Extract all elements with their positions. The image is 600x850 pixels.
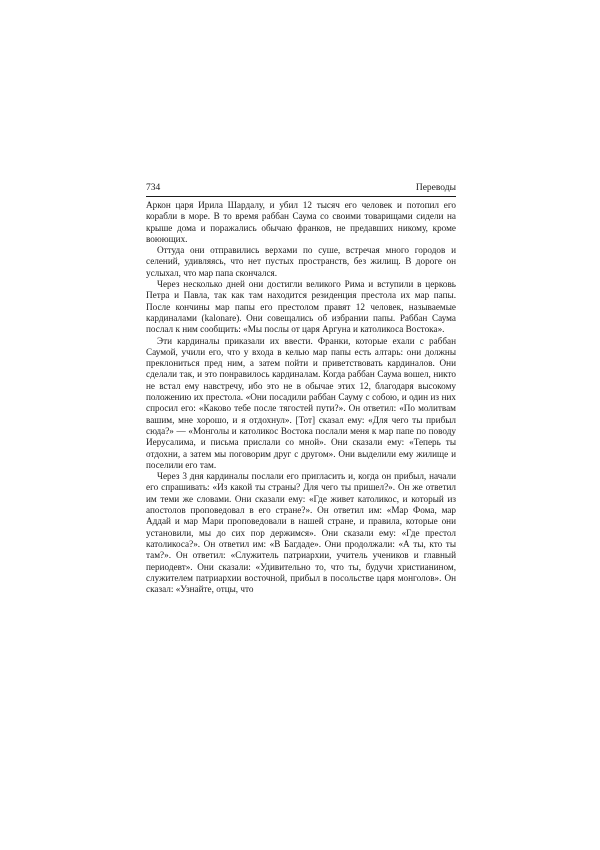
paragraph-5: Через 3 дня кардиналы послали его пригласить и, когда он прибыл, начали его спрашивать: «Из какой ты страны? Для чего ты пришел?». Он же ответил им теми же словами. Они сказали ему: «Где живет католикос, и который из апостолов проповедовал в его стране?». Он ответил им: «Мар Фома, мар Аддай и мар Мари проповедовали в нашей стране, и правила, которые они установили, мы до сих пор держимся». Они сказали ему: «Где престол католикоса?». Он ответил им: «В Багдаде». Они продолжали: «А ты, кто ты там?». Он ответил: «Служитель патриархии, учитель учеников и главный периодевт». Они сказали: «Удивительно то, что ты, будучи христианином, служителем патриархии восточной, прибыл в посольстве царя монголов». Он сказал: «Узнайте, отцы, что <box>146 471 456 595</box>
paragraph-2: Оттуда они отправились верхами по суше, встречая много городов и селений, удивляясь, что нет пустых пространств, без жилищ. В дороге он услыхал, что мар папа скончался. <box>146 245 456 278</box>
page-number: 734 <box>146 183 161 193</box>
paragraph-4: Эти кардиналы приказали их ввести. Франки, которые ехали с раббан Саумой, учили его, что у входа в келью мар папы есть алтарь: они должны преклониться пред ним, а затем пойти и приветствовать кардиналов. Они сделали так, и это понравилось кардиналам. Когда раббан Саума вошел, никто не встал ему навстречу, ибо это не в обычае этих 12, благодаря высокому положению их престола. «Они посадили раббан Сауму с собою, и один из них спросил его: «Каково тебе после тягостей пути?». Он ответил: «По молитвам вашим, мне хорошо, и я отдохнул». [Тот] сказал ему: «Для чего ты прибыл сюда?» — «Монголы и католикос Востока послали меня к мар папе по поводу Иерусалима, и письма прислали со мной». Они сказали ему: «Теперь ты отдохни, а затем мы поговорим друг с другом». Они выделили ему жилище и поселили его там. <box>146 335 456 470</box>
book-page <box>146 183 456 595</box>
section-title: Переводы <box>415 183 456 193</box>
paragraph-1: Аркон царя Ирила Шардалу, и убил 12 тысяч его человек и потопил его корабли в море. В то время раббан Саума со своими товарищами сидели на крыше дома и поражались обычаю франков, не предавших никому, кроме воюющих. <box>146 200 456 244</box>
paragraph-3: Через несколько дней они достигли великого Рима и вступили в церковь Петра и Павла, так как там находится резиденция престола их мар папы. После кончины мар папы его престолом правят 12 человек, называемые кардиналами (kalonare). Они совещались об избрании папы. Раббан Саума послал к ним сообщить: «Мы послы от царя Аргуна и католикоса Востока». <box>146 279 456 335</box>
body-text <box>146 200 456 595</box>
running-head <box>146 183 456 197</box>
